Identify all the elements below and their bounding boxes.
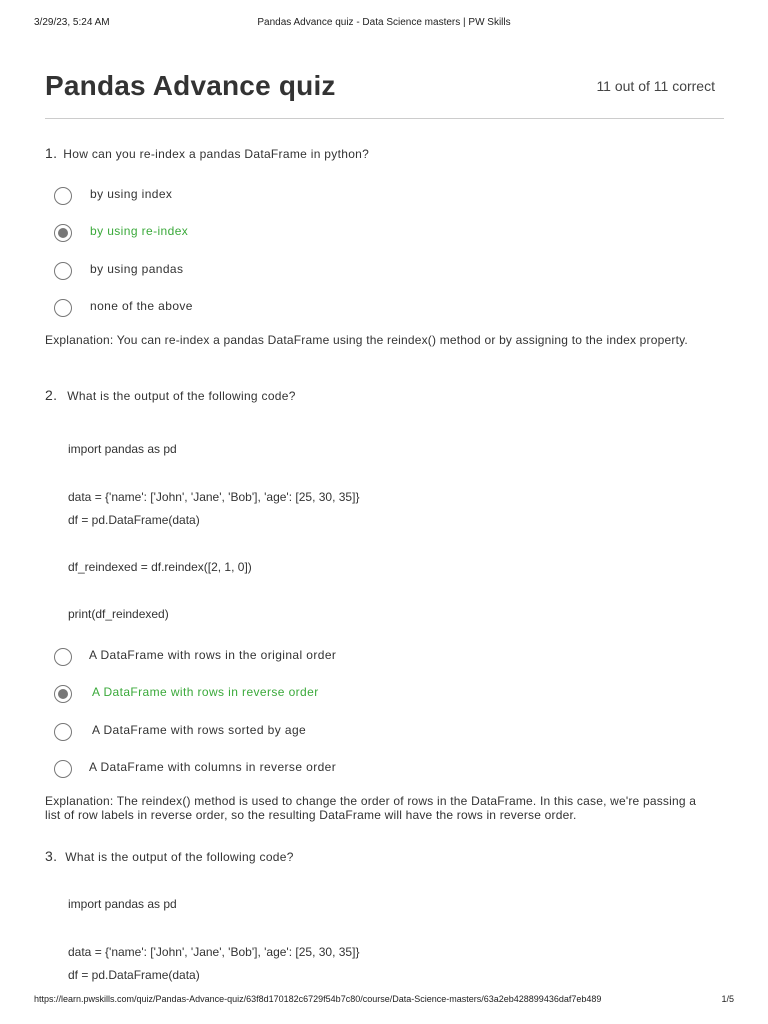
- radio-dot-icon: [58, 228, 68, 238]
- question-1-explanation: Explanation: You can re-index a pandas DataFrame using the reindex() method or by assigning to the index property.: [45, 333, 688, 347]
- radio-button[interactable]: [54, 187, 72, 205]
- code-line: data = {'name': ['John', 'Jane', 'Bob'], 'age': [25, 30, 35]}: [68, 945, 360, 959]
- radio-button[interactable]: [54, 299, 72, 317]
- print-url: https://learn.pwskills.com/quiz/Pandas-Advance-quiz/63f8d170182c6729f54b7c80/course/Data-Science-masters/63a2eb428899436daf7eb489: [34, 994, 602, 1004]
- question-number: 3.: [45, 848, 58, 864]
- option-label-correct: by using re-index: [90, 224, 189, 238]
- print-document-title: Pandas Advance quiz - Data Science masters | PW Skills: [257, 17, 511, 28]
- option-label: A DataFrame with rows sorted by age: [92, 723, 307, 737]
- radio-button[interactable]: [54, 262, 72, 280]
- option-label: by using index: [90, 187, 173, 201]
- print-header: [34, 17, 734, 31]
- radio-button[interactable]: [54, 760, 72, 778]
- question-1-title: [45, 145, 369, 161]
- option-label: A DataFrame with rows in the original order: [89, 648, 337, 662]
- option-label-correct: A DataFrame with rows in reverse order: [92, 685, 319, 699]
- code-line: import pandas as pd: [68, 897, 177, 911]
- code-line: print(df_reindexed): [68, 607, 169, 621]
- print-date: 3/29/23, 5:24 AM: [34, 17, 110, 28]
- page-number: 1/5: [721, 994, 734, 1004]
- question-2-title: [45, 387, 296, 403]
- question-text: What is the output of the following code?: [65, 850, 294, 864]
- code-line: data = {'name': ['John', 'Jane', 'Bob'], 'age': [25, 30, 35]}: [68, 490, 360, 504]
- print-footer: [34, 994, 734, 1008]
- radio-button[interactable]: [54, 723, 72, 741]
- code-line: df = pd.DataFrame(data): [68, 513, 200, 527]
- question-number: 2.: [45, 387, 58, 403]
- header-divider: [45, 118, 724, 119]
- radio-dot-icon: [58, 689, 68, 699]
- radio-button-selected[interactable]: [54, 685, 72, 703]
- code-line: df = pd.DataFrame(data): [68, 968, 200, 982]
- option-label: none of the above: [90, 299, 193, 313]
- code-line: df_reindexed = df.reindex([2, 1, 0]): [68, 560, 252, 574]
- question-3-title: [45, 848, 294, 864]
- option-label: A DataFrame with columns in reverse order: [89, 760, 337, 774]
- code-line: import pandas as pd: [68, 442, 177, 456]
- question-number: 1.: [45, 145, 58, 161]
- question-2-explanation: Explanation: The reindex() method is used to change the order of rows in the DataFrame. In this case, we're passing a list of row labels in reverse order, so the resulting DataFrame will have the rows in reverse order.: [45, 794, 697, 822]
- page-title: Pandas Advance quiz: [45, 70, 336, 101]
- question-text: What is the output of the following code?: [67, 389, 296, 403]
- question-text: How can you re-index a pandas DataFrame in python?: [63, 147, 370, 161]
- option-label: by using pandas: [90, 262, 184, 276]
- quiz-score: 11 out of 11 correct: [596, 78, 715, 94]
- radio-button-selected[interactable]: [54, 224, 72, 242]
- radio-button[interactable]: [54, 648, 72, 666]
